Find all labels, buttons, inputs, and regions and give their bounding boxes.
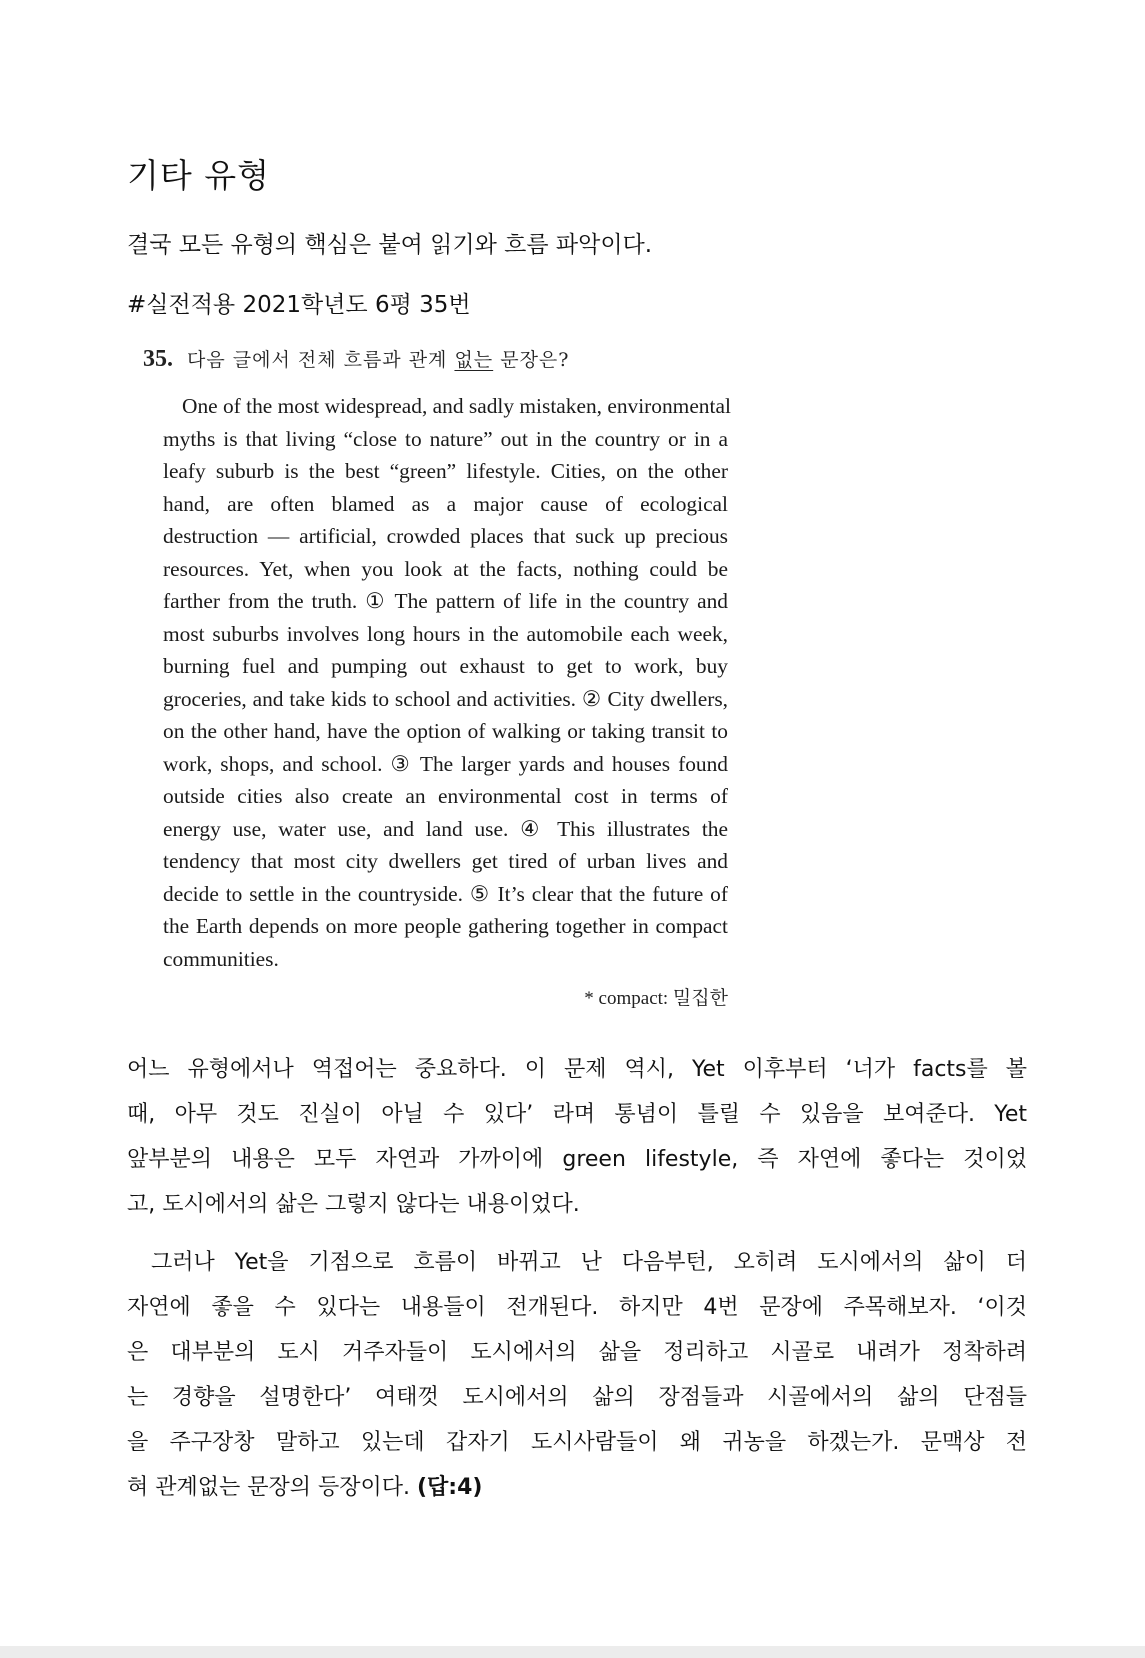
passage-line: decide to settle in the countryside. ⑤ It’s clear that the future of [163,881,728,906]
page-bottom-edge [0,1646,1145,1658]
explanation-paragraph-2 [127,1240,1027,1510]
paragraph-line: 고, 도시에서의 삶은 그렇지 않다는 내용이었다. [127,1192,580,1217]
passage-line: One of the most widespread, and sadly mistaken, environmental [182,394,731,418]
passage-line: outside cities also create an environmental cost in terms of [163,784,728,808]
paragraph-line: 앞부분의 내용은 모두 자연과 가까이에 green lifestyle, 즉 자연에 좋다는 것이었 [127,1147,1027,1172]
paragraph-last-line [127,1465,1027,1510]
page-title: 기타 유형 [127,156,271,195]
passage-line: hand, are often blamed as a major cause of ecological [163,491,728,516]
paragraph-line: 는 경향을 설명한다’ 여태껏 도시에서의 삶의 장점들과 시골에서의 삶의 단점들 [127,1385,1027,1410]
passage-line: farther from the truth. ① The pattern of life in the country and [163,589,728,613]
question-text-underlined: 없는 [454,349,494,371]
page-subtitle: 결국 모든 유형의 핵심은 붙여 읽기와 흐름 파악이다. [127,232,653,258]
passage-line: myths is that living “close to nature” out in the country or in a [163,426,728,451]
paragraph-line: 어느 유형에서나 역접어는 중요하다. 이 문제 역시, Yet 이후부터 ‘너가 facts를 볼 [127,1057,1027,1082]
paragraph-line: 은 대부분의 도시 거주자들이 도시에서의 삶을 정리하고 시골로 내려가 정착하려 [127,1340,1027,1365]
question-number: 35. [143,346,173,372]
explanation-paragraph-1 [127,1047,1027,1227]
passage-line: energy use, water use, and land use. ④ This illustrates the [163,816,728,841]
passage-line: tendency that most city dwellers get tired of urban lives and [163,849,728,873]
passage-line: groceries, and take kids to school and activities. ② City dwellers, [163,686,728,711]
passage-line: destruction — artificial, crowded places that suck up precious [163,524,728,548]
source-tag: #실전적용 2021학년도 6평 35번 [127,292,471,318]
passage-line: most suburbs involves long hours in the automobile each week, [163,621,728,646]
passage-line: on the other hand, have the option of walking or taking transit to [163,719,728,743]
passage-line: the Earth depends on more people gathering together in compact [163,914,728,938]
paragraph-line: 때, 아무 것도 진실이 아닐 수 있다’ 라며 통념이 틀릴 수 있음을 보여준다. Yet [127,1102,1027,1127]
paragraph-line: 자연에 좋을 수 있다는 내용들이 전개된다. 하지만 4번 문장에 주목해보자. ‘이것 [127,1295,1027,1320]
question-text [187,349,569,371]
passage-line: communities. [163,946,279,971]
footnote: * compact: 밀집한 [584,988,728,1009]
answer-label: (답:4) [417,1475,483,1500]
passage-line: burning fuel and pumping out exhaust to get to work, buy [163,654,728,678]
paragraph-line: 그러나 Yet을 기점으로 흐름이 바뀌고 난 다음부턴, 오히려 도시에서의 삶이 더 [151,1250,1027,1275]
question-text-after: 문장은? [493,349,570,371]
passage [163,390,731,975]
question-header [143,345,569,373]
passage-line: leafy suburb is the best “green” lifestyle. Cities, on the other [163,459,728,483]
question-text-before: 다음 글에서 전체 흐름과 관계 [187,349,455,371]
passage-line: resources. Yet, when you look at the facts, nothing could be [163,556,728,581]
paragraph-last-line-text: 혀 관계없는 문장의 등장이다. [127,1475,417,1500]
paragraph-line: 을 주구장창 말하고 있는데 갑자기 도시사람들이 왜 귀농을 하겠는가. 문맥상 전 [127,1430,1027,1455]
passage-line: work, shops, and school. ③ The larger yards and houses found [163,751,728,776]
